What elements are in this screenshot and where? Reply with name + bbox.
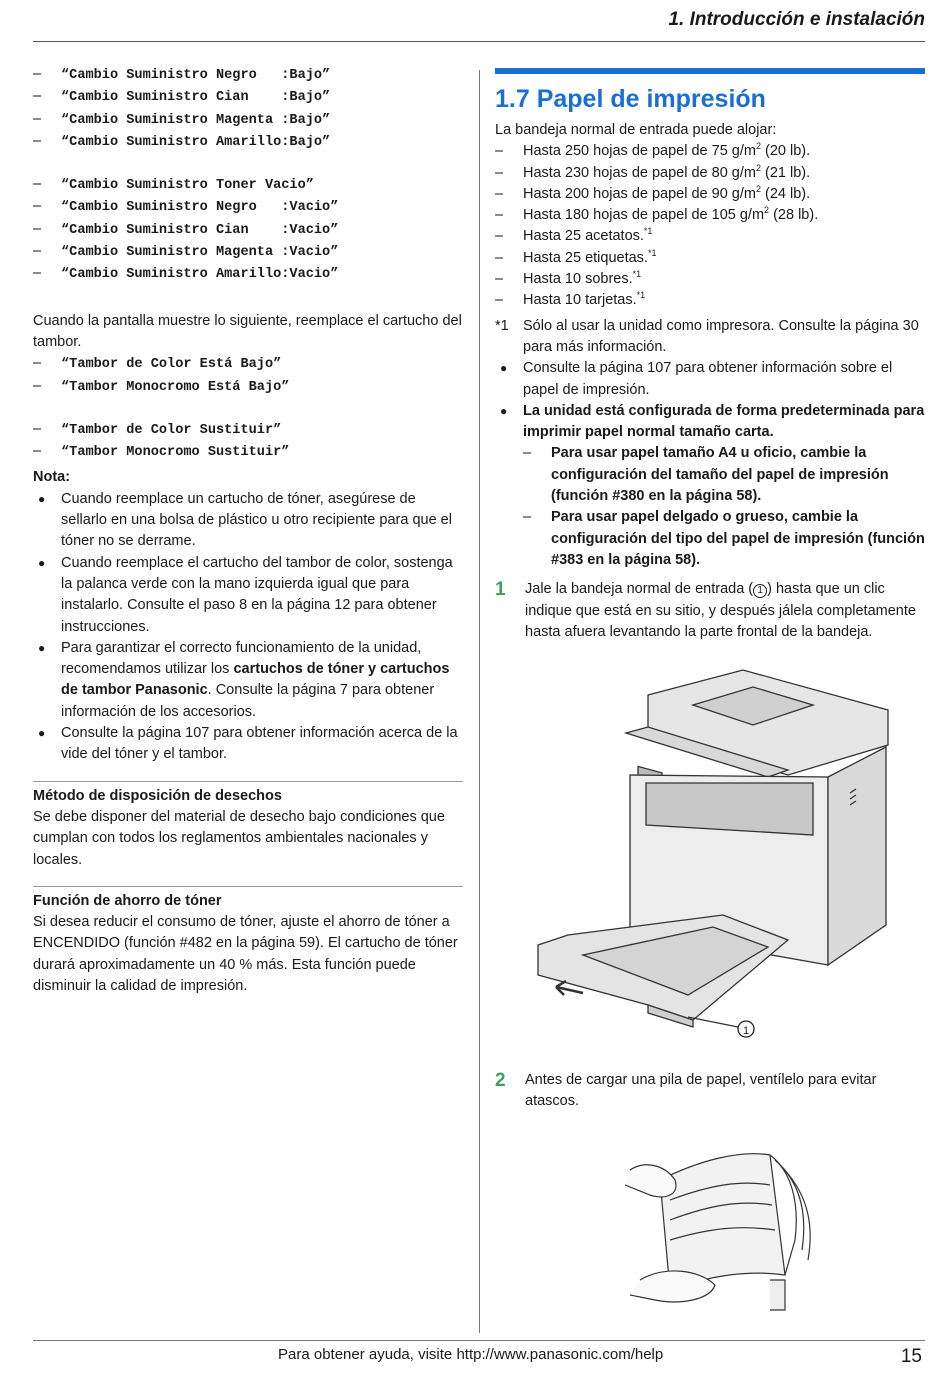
toner-saving-title: Función de ahorro de tóner: [33, 892, 222, 909]
section-color-bar: [495, 68, 925, 74]
message-line: – “Cambio Suministro Cian :Vacio”: [33, 220, 339, 238]
note-item: ● Cuando reemplace un cartucho de tóner, asegúrese de sellarlo en una bolsa de plástico u otro recipiente para que el tóner no se derrame.: [33, 489, 463, 553]
callout-1-label: 1: [742, 1025, 750, 1037]
message-line: – “Tambor de Color Está Bajo”: [33, 355, 282, 373]
note-item: ● Cuando reemplace el cartucho del tambor de color, sostenga la palanca verde con la mano izquierda igual que para instalarlo. Consulte el paso 8 en la página 12 para obtener instrucciones.: [33, 553, 463, 638]
section-rule: [33, 886, 463, 887]
message-line: – “Tambor Monocromo Sustituir”: [33, 443, 290, 461]
step-2: 2 Antes de cargar una pila de papel, ventílelo para evitar atascos.: [495, 1070, 925, 1113]
bullet-icon: ●: [38, 726, 46, 741]
callout-1-icon: 1: [753, 584, 767, 598]
bullet-icon: ●: [500, 361, 508, 376]
bullet-icon: ●: [38, 491, 46, 506]
toner-saving-text: Si desea reducir el consumo de tóner, ajuste el ahorro de tóner a ENCENDIDO (función #482 en la página 59). El cartucho de tóner durará aproximadamente un 40 % más. Esta función puede disminuir la calidad de impresión.: [33, 914, 458, 994]
message-line: – “Cambio Suministro Negro :Vacio”: [33, 198, 339, 216]
list-item: – Hasta 250 hojas de papel de 75 $g/m^2$ (20 lb).: [495, 141, 811, 160]
note-item: ● Consulte la página 107 para obtener información acerca de la vide del tóner y el tambor.: [33, 723, 463, 766]
message-line: – “Tambor Monocromo Está Bajo”: [33, 377, 290, 395]
header-rule: [33, 41, 925, 42]
step-number: 1: [495, 579, 506, 601]
paper-note: ● Consulte la página 107 para obtener información sobre el papel de impresión.: [495, 358, 925, 401]
note-item: ● Para garantizar el correcto funcionamiento de la unidad, recomendamos utilizar los cartuchos de tóner y cartuchos de tambor Panasonic. Consulte la página 7 para obtener información de los accesorios.: [33, 638, 463, 723]
message-line: – “Cambio Suministro Magenta :Bajo”: [33, 110, 331, 128]
tray-intro: La bandeja normal de entrada puede alojar:: [495, 122, 777, 138]
right-column: [495, 68, 925, 643]
sub-item: – Para usar papel delgado o grueso, cambie la configuración del tipo del papel de impresión (función #383 en la página 58).: [523, 509, 925, 568]
bullet-icon: ●: [38, 555, 46, 570]
page-header-title: 1. Introducción e instalación: [668, 9, 925, 30]
footer-rule: [33, 1340, 925, 1341]
disposal-title: Método de disposición de desechos: [33, 787, 282, 804]
drum-intro: Cuando la pantalla muestre lo siguiente, reemplace el cartucho del tambor.: [33, 312, 462, 350]
empty-supply-messages: [33, 174, 463, 285]
list-item: – Hasta 200 hojas de papel de 90 $g/m^2$ (24 lb).: [495, 184, 811, 202]
message-line: – “Cambio Suministro Negro :Bajo”: [33, 66, 331, 83]
left-column: [33, 64, 463, 997]
footnote: *1 Sólo al usar la unidad como impresora. Consulte la página 30 para más información.: [495, 317, 919, 355]
paper-note: ● La unidad está configurada de forma predeterminada para imprimir papel normal tamaño carta.: [495, 401, 925, 444]
section-title: 1.7 Papel de impresión: [495, 85, 766, 113]
list-item: – Hasta 180 hojas de papel de 105 $g/m^2$ (28 lb).: [495, 205, 819, 224]
disposal-text: Se debe disponer del material de desecho bajo condiciones que cumplan con todos los reglamentos ambientales nacionales y locales.: [33, 808, 445, 868]
step-1: 1 Jale la bandeja normal de entrada ( 1 ) hasta que un clic indique que está en su sitio, y después jálela completamente hasta afuera levantando la parte frontal de la bandeja.: [495, 579, 925, 643]
message-line: – “Cambio Suministro Cian :Bajo”: [33, 88, 331, 106]
page-number: 15: [900, 1346, 922, 1367]
list-item: – Hasta 25 acetatos.$^{*1}$: [495, 226, 653, 245]
message-line: – “Cambio Suministro Magenta :Vacio”: [33, 243, 339, 261]
footer-help-text: Para obtener ayuda, visite http://www.panasonic.com/help: [278, 1346, 664, 1363]
message-line: – “Cambio Suministro Amarillo:Vacio”: [33, 265, 339, 283]
bullet-icon: ●: [38, 640, 46, 655]
list-item: – Hasta 10 sobres.$^{*1}$: [495, 269, 642, 288]
paper-fanning-illustration: [620, 1140, 835, 1315]
column-divider: [479, 70, 480, 1333]
sub-item: – Para usar papel tamaño A4 u oficio, cambie la configuración del tamaño del papel de impresión (función #380 en la página 58).: [523, 445, 889, 505]
message-line: – “Cambio Suministro Toner Vacio”: [33, 176, 314, 194]
message-line: – “Cambio Suministro Amarillo:Bajo”: [33, 132, 331, 150]
capacity-list: [495, 141, 925, 311]
printer-illustration: [528, 665, 928, 1045]
bullet-icon: ●: [500, 403, 508, 418]
message-line: – “Tambor de Color Sustituir”: [33, 420, 282, 438]
list-item: – Hasta 25 etiquetas.$^{*1}$: [495, 247, 657, 266]
list-item: – Hasta 10 tarjetas.$^{*1}$: [495, 290, 646, 309]
note-title: Nota:: [33, 469, 71, 486]
list-item: – Hasta 230 hojas de papel de 80 $g/m^2$ (21 lb).: [495, 162, 811, 181]
section-rule: [33, 781, 463, 782]
step-number: 2: [495, 1070, 506, 1091]
low-supply-messages: [33, 64, 463, 153]
